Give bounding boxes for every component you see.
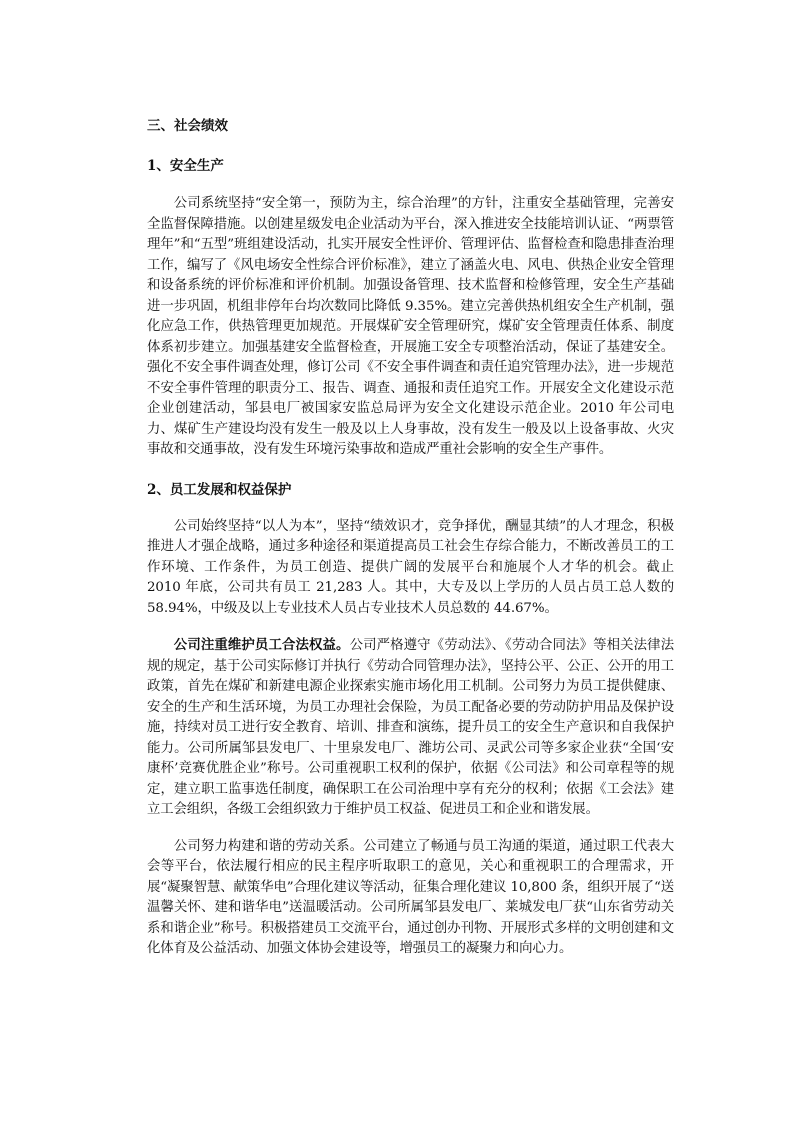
paragraph-safety: 公司系统坚持“安全第一，预防为主，综合治理”的方针，注重安全基础管理，完善安全监督保障措施。以创建星级发电企业活动为平台，深入推进安全技能培训认证、“两票管理年”和“五型”班组建设活动，扎实开展安全性评价、管理评估、监督检查和隐患排查治理工作，编写了《风电场安全性综合评价标准》，建立了涵盖火电、风电、供热企业安全管理和设备系统的评价标准和评价机制。加强设备管理、技术监督和检修管理，安全生产基础进一步巩固，机组非停年台均次数同比降低 9.35%。建立完善供热机组安全生产机制，强化应急工作，供热管理更加规范。开展煤矿安全管理研究，煤矿安全管理责任体系、制度体系初步建立。加强基建安全监督检查，开展施工安全专项整治活动，保证了基建安全。强化不安全事件调查处理，修订公司《不安全事件调查和责任追究管理办法》，进一步规范不安全事件管理的职责分工、报告、调查、通报和责任追究工作。开展安全文化建设示范企业创建活动，邹县电厂被国家安监总局评为安全文化建设示范企业。2010 年公司电力、煤矿生产建设均没有发生一般及以上人身事故，没有发生一般及以上设备事故、火灾事故和交通事故，没有发生环境污染事故和造成严重社会影响的安全生产事件。	[147, 196, 674, 457]
section-heading: 三、社会绩效	[147, 118, 228, 134]
paragraph-rights-lead: 公司注重维护员工合法权益。	[173, 637, 350, 653]
paragraph-rights-body: 公司严格遵守《劳动法》、《劳动合同法》等相关法律法规的规定，基于公司实际修订并执行《劳动合同管理办法》，坚持公平、公正、公开的用工政策，首先在煤矿和新建电源企业探索实施市场化用工机制。公司努力为员工提供健康、安全的生产和生活环境，为员工办理社会保险，为员工配备必要的劳动防护用品及保护设施，持续对员工进行安全教育、培训、排查和演练，提升员工的安全生产意识和自我保护能力。公司所属邹县发电厂、十里泉发电厂、潍坊公司、灵武公司等多家企业获“全国‘安康杯’竞赛优胜企业”称号。公司重视职工权利的保护，依据《公司法》和公司章程等的规定，建立职工监事选任制度，确保职工在公司治理中享有充分的权利；依据《工会法》建立工会组织，各级工会组织致力于维护员工权益、促进员工和企业和谐发展。	[147, 638, 674, 817]
paragraph-talent: 公司始终坚持“以人为本”，坚持“绩效识才，竞争择优，酬显其绩”的人才理念，积极推进人才强企战略，通过多种途径和渠道提高员工社会生存综合能力，不断改善员工的工作环境、工作条件，为员工创造、提供广阔的发展平台和施展个人才华的机会。截止 2010 年底，公司共有员工 21,283 人。其中，大专及以上学历的人员占员工总人数的 58.94%，中级及以上专业技术人员占专业技术人员总数的 44.67%。	[147, 518, 674, 616]
report-body	[147, 115, 674, 960]
subheading-safety: 1、安全生产	[147, 158, 224, 174]
paragraph-labor-relations: 公司努力构建和谐的劳动关系。公司建立了畅通与员工沟通的渠道，通过职工代表大会等平台，依法履行相应的民主程序听取职工的意见，关心和重视职工的合理需求，开展“凝聚智慧、献策华电”合理化建议等活动，征集合理化建议 10,800 条，组织开展了“送温馨关怀、建和谐华电”送温暖活动。公司所属邹县发电厂、莱城发电厂获“山东省劳动关系和谐企业”称号。积极搭建员工交流平台，通过创办刊物、开展形式多样的文明创建和文化体育及公益活动、加强文体协会建设等，增强员工的凝聚力和向心力。	[147, 838, 674, 956]
subheading-employees: 2、员工发展和权益保护	[147, 481, 292, 498]
paragraph-rights	[147, 635, 674, 821]
